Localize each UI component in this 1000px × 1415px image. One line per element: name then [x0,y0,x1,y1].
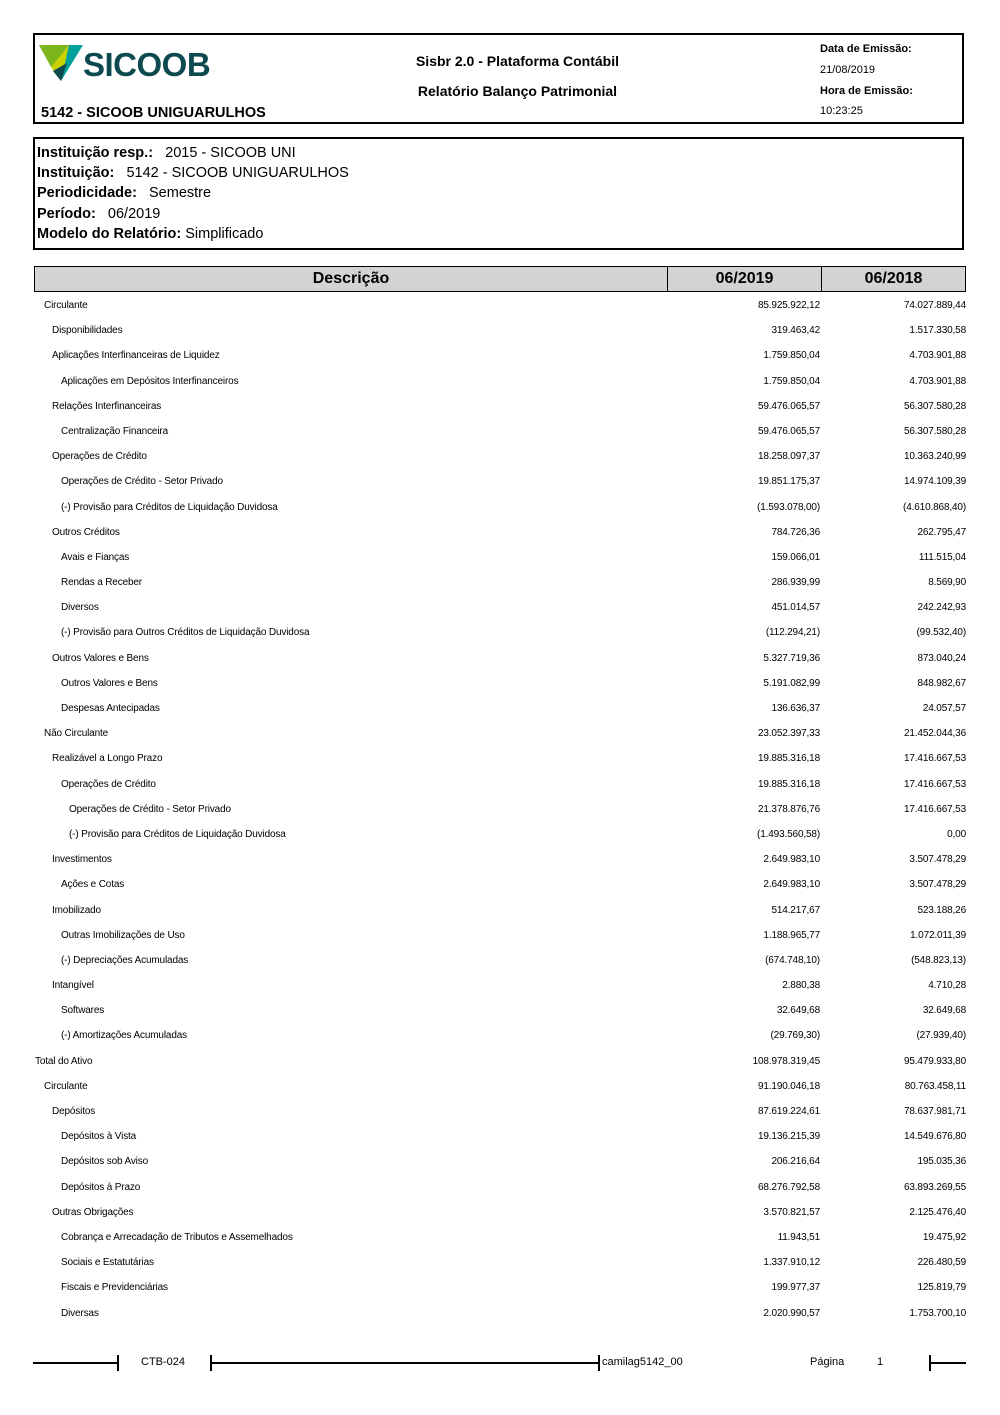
column-header-2018: 06/2018 [864,270,923,287]
table-row [0,1048,1000,1073]
row-value-2019: 1.759.850,04 [763,375,820,387]
row-description: (-) Amortizações Acumuladas [61,1030,187,1042]
sicoob-logo [39,45,219,85]
row-value-2019: 19.851.175,37 [757,476,820,488]
row-value-2019: 19.136.215,39 [757,1131,820,1143]
row-value-2018: 10.363.240,99 [903,451,966,463]
row-value-2019: 784.726,36 [771,526,820,538]
table-row [0,1022,1000,1047]
row-value-2019: 108.978.319,45 [752,1055,820,1067]
row-description: Cobrança e Arrecadação de Tributos e Assemelhados [61,1231,293,1243]
row-description: Centralização Financeira [61,425,169,437]
row-value-2018: 0,00 [947,828,966,840]
row-description: Outros Valores e Bens [52,652,149,664]
row-value-2018: 4.703.901,88 [909,375,966,387]
emission-date: 21/08/2019 [820,64,876,76]
footer-rule [33,1362,118,1364]
row-value-2019: 3.570.821,57 [763,1206,820,1218]
emission-time-label: Hora de Emissão: [820,85,913,97]
report-footer [0,1350,1000,1376]
table-row [0,871,1000,896]
row-value-2019: (674.748,10) [765,954,820,966]
table-row [0,846,1000,871]
table-row [0,796,1000,821]
row-value-2018: 21.452.044,36 [903,728,966,740]
table-row [0,1174,1000,1199]
emission-time: 10:23:25 [820,105,863,117]
row-value-2019: (29.769,30) [770,1030,820,1042]
row-value-2018: 1.753.700,10 [909,1307,966,1319]
row-value-2018: 14.974.109,39 [903,476,966,488]
row-description: Operações de Crédito - Setor Privado [69,803,231,815]
row-value-2018: 873.040,24 [917,652,966,664]
table-row [0,1199,1000,1224]
table-row [0,494,1000,519]
row-value-2019: 5.191.082,99 [763,677,820,689]
table-row [0,897,1000,922]
row-description: Relações Interfinanceiras [52,400,162,412]
institution [37,163,962,183]
row-value-2018: 32.649,68 [922,1005,966,1017]
institution-name: 5142 - SICOOB UNIGUARULHOS [41,105,266,121]
row-value-2019: (112.294,21) [765,627,820,639]
logo-text: SICOOB [83,46,211,83]
row-description: Depósitos à Prazo [61,1181,141,1193]
row-value-2019: 514.217,67 [771,904,820,916]
row-value-2019: 1.759.850,04 [763,350,820,362]
row-value-2018: 56.307.580,28 [903,400,966,412]
row-value-2019: 91.190.046,18 [757,1080,820,1092]
period-label: Período: [37,205,96,222]
footer-page-label: Página [810,1356,845,1368]
row-description: Circulante [44,300,88,311]
table-row [0,1274,1000,1299]
sicoob-logo-icon [39,45,83,85]
row-value-2018: 17.416.667,53 [903,803,966,815]
row-value-2019: 19.885.316,18 [757,778,820,790]
row-description: Intangível [52,980,94,992]
row-description: Operações de Crédito - Setor Privado [61,476,223,488]
row-value-2018: 4.710,28 [928,980,966,992]
row-description: Investimentos [52,854,112,866]
table-row [0,1098,1000,1123]
row-value-2018: (548.823,13) [911,954,966,966]
row-description: Aplicações em Depósitos Interfinanceiros [61,375,239,387]
table-row [0,922,1000,947]
column-header-2019: 06/2019 [668,267,822,291]
row-value-2019: 68.276.792,58 [757,1181,820,1193]
row-value-2018: 17.416.667,53 [903,778,966,790]
row-value-2018: 74.027.889,44 [903,300,966,311]
row-description: Aplicações Interfinanceiras de Liquidez [52,350,220,362]
row-value-2019: 2.880,38 [782,980,820,992]
row-description: Diversos [61,602,99,614]
row-value-2018: 226.480,59 [917,1257,966,1269]
table-row [0,645,1000,670]
report-title: Relatório Balanço Patrimonial [417,83,618,99]
period [37,204,962,224]
row-value-2019: 159.066,01 [771,551,820,563]
row-value-2019: 1.337.910,12 [763,1257,820,1269]
table-header [34,266,966,292]
footer-page-number: 1 [877,1356,884,1368]
row-description: Depósitos sob Aviso [61,1156,149,1168]
emission-date-label: Data de Emissão: [820,43,912,55]
row-value-2019: 206.216,64 [771,1156,820,1168]
table-row [0,619,1000,644]
column-header-description: Descrição [35,267,668,291]
row-value-2019: (1.593.078,00) [757,501,820,513]
row-value-2019: 87.619.224,61 [757,1106,820,1117]
footer-tick [117,1355,119,1371]
row-value-2019: 23.052.397,33 [757,728,820,740]
responsible-institution [37,143,962,163]
row-value-2019: 18.258.097,37 [757,451,820,463]
row-description: Operações de Crédito [52,451,147,463]
row-value-2019: 2.649.983,10 [763,879,820,891]
footer-rule [210,1362,599,1364]
footer-rule [929,1362,966,1364]
table-row [0,1148,1000,1173]
table-row [0,947,1000,972]
periodicity [37,183,962,203]
row-description: Ações e Cotas [61,879,125,891]
row-value-2018: 80.763.458,11 [904,1080,966,1092]
table-row [0,1224,1000,1249]
row-description: (-) Depreciações Acumuladas [61,954,189,966]
row-value-2019: 5.327.719,36 [763,652,820,664]
row-value-2019: 19.885.316,18 [757,753,820,765]
row-description: Fiscais e Previdenciárias [61,1282,168,1294]
table-row [0,317,1000,342]
row-value-2018: 523.188,26 [917,904,966,916]
row-description: Circulante [44,1080,88,1092]
row-description: Rendas a Receber [61,577,142,589]
row-value-2018: (4.610.868,40) [903,501,966,513]
row-value-2019: 85.925.922,12 [757,300,820,311]
table-row [0,519,1000,544]
row-value-2018: 3.507.478,29 [909,854,966,866]
table-row [0,997,1000,1022]
report-model-value: Simplificado [185,225,264,242]
row-description: Disponibilidades [52,325,123,337]
row-value-2019: 2.649.983,10 [763,854,820,866]
table-row [0,720,1000,745]
row-description: Outros Valores e Bens [61,677,158,689]
row-value-2018: 56.307.580,28 [903,425,966,437]
row-description: Avais e Fianças [61,551,130,563]
table-row [0,544,1000,569]
row-description: Outras Obrigações [52,1206,134,1218]
row-value-2018: 24.057,57 [922,703,966,714]
row-value-2018: 111.515,04 [918,551,966,563]
table-row [0,292,1000,317]
row-value-2018: 1.517.330,58 [909,325,966,337]
report-model [37,224,962,244]
responsible-institution-value: 2015 - SICOOB UNI [165,145,296,161]
row-value-2019: 199.977,37 [771,1282,820,1294]
row-description: Sociais e Estatutárias [61,1257,154,1269]
row-description: Despesas Antecipadas [61,703,160,714]
periodicity-label: Periodicidade: [37,185,137,202]
row-description: (-) Provisão para Créditos de Liquidação Duvidosa [61,501,278,513]
system-title: Sisbr 2.0 - Plataforma Contábil [415,53,620,69]
period-value: 06/2019 [107,205,161,222]
row-value-2019: 59.476.065,57 [757,425,820,437]
balance-sheet-rows [0,292,1000,1325]
footer-user: camilag5142_00 [602,1356,683,1368]
institution-label: Instituição: [37,165,115,182]
row-value-2018: 63.893.269,55 [903,1181,966,1193]
row-value-2018: 3.507.478,29 [909,879,966,891]
row-value-2018: 8.569,90 [928,577,966,589]
row-description: (-) Provisão para Outros Créditos de Liquidação Duvidosa [61,627,310,639]
row-description: (-) Provisão para Créditos de Liquidação Duvidosa [69,828,286,840]
footer-tick [598,1355,600,1371]
row-description: Outros Créditos [52,526,120,538]
row-value-2018: 2.125.476,40 [909,1206,966,1218]
table-row [0,1123,1000,1148]
row-value-2018: 242.242,93 [917,602,966,614]
table-row [0,468,1000,493]
table-row [0,569,1000,594]
row-value-2018: 14.549.676,80 [903,1131,966,1143]
row-value-2019: 32.649,68 [776,1005,820,1017]
table-row [0,972,1000,997]
row-value-2018: 195.035,36 [917,1156,966,1168]
row-value-2019: (1.493.560,58) [757,828,820,840]
row-value-2019: 1.188.965,77 [763,929,820,941]
institution-value: 5142 - SICOOB UNIGUARULHOS [126,165,349,182]
report-model-label: Modelo do Relatório: [37,225,182,242]
row-description: Realizável a Longo Prazo [52,753,163,765]
table-row [0,670,1000,695]
responsible-institution-label: Instituição resp.: [37,145,154,161]
table-row [0,695,1000,720]
row-value-2019: 286.939,99 [771,577,820,589]
table-row [0,1300,1000,1325]
table-row [0,594,1000,619]
row-description: Outras Imobilizações de Uso [61,929,185,941]
row-value-2019: 59.476.065,57 [757,400,820,412]
periodicity-value: Semestre [149,185,212,202]
row-description: Diversas [61,1307,99,1319]
row-value-2018: 19.475,92 [922,1231,966,1243]
row-value-2018: 95.479.933,80 [903,1055,966,1067]
row-value-2018: (99.532,40) [916,627,966,639]
row-value-2019: 451.014,57 [771,602,820,614]
row-value-2019: 11.943,51 [777,1231,820,1243]
row-description: Depósitos à Vista [61,1131,137,1143]
row-value-2019: 136.636,37 [771,703,820,714]
report-header [33,33,964,124]
table-row [0,418,1000,443]
row-value-2018: 125.819,79 [917,1282,966,1294]
row-description: Total do Ativo [35,1055,93,1067]
row-description: Operações de Crédito [61,778,156,790]
table-row [0,1249,1000,1274]
table-row [0,745,1000,770]
row-description: Softwares [61,1005,105,1017]
table-row [0,443,1000,468]
row-value-2018: 78.637.981,71 [903,1106,966,1117]
row-value-2018: (27.939,40) [916,1030,966,1042]
row-value-2018: 4.703.901,88 [909,350,966,362]
footer-report-code: CTB-024 [141,1356,186,1368]
row-description: Imobilizado [52,904,101,916]
row-description: Não Circulante [44,728,109,740]
table-row [0,393,1000,418]
row-value-2019: 21.378.876,76 [757,803,820,815]
row-value-2018: 848.982,67 [917,677,966,689]
table-row [0,821,1000,846]
row-value-2019: 2.020.990,57 [763,1307,820,1319]
row-value-2018: 1.072.011,39 [910,929,966,941]
table-row [0,342,1000,367]
row-value-2018: 262.795,47 [917,526,966,538]
table-row [0,368,1000,393]
row-description: Depósitos [52,1106,96,1117]
report-parameters [33,137,964,250]
row-value-2018: 17.416.667,53 [903,753,966,765]
row-value-2019: 319.463,42 [771,325,820,337]
table-row [0,771,1000,796]
table-row [0,1073,1000,1098]
